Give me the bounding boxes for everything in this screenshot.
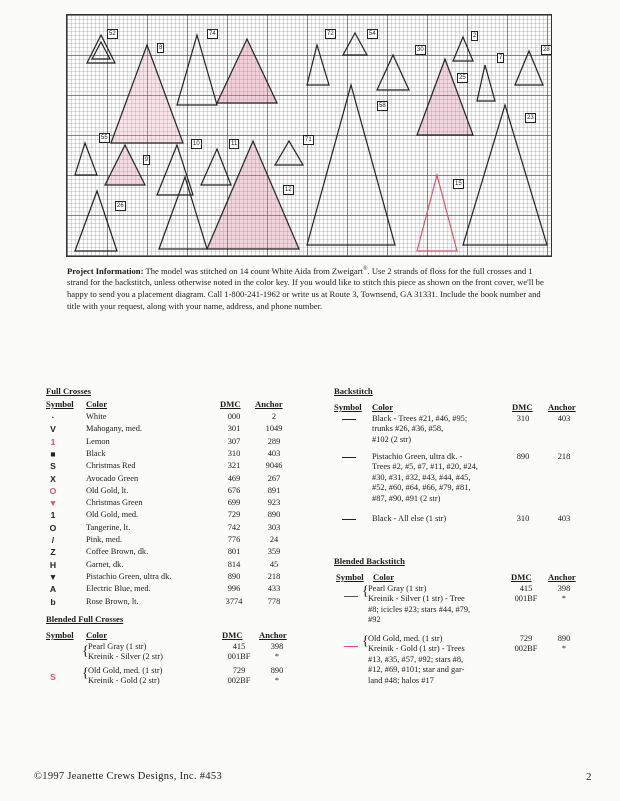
tree-25 [417, 59, 473, 135]
list-item: Pearl Gray (1 str) Kreinik - Silver (1 str) - Tree #8; icicles #23; stars #44, #79, #92 [368, 584, 471, 625]
backstitch-title: Backstitch [334, 386, 373, 396]
tree-30 [377, 55, 409, 90]
chart-label: 8 [159, 45, 163, 51]
anchor-value: 890 [267, 510, 281, 520]
registered-mark: ® [362, 266, 368, 272]
anchor-value: 891 [267, 485, 281, 495]
col-color: Color [86, 399, 108, 409]
tree-26 [75, 191, 117, 251]
full-crosses-title: Full Crosses [46, 386, 91, 396]
list-item: Black - All else (1 str) [372, 514, 447, 523]
col-dmc: DMC [220, 399, 241, 409]
symbol: V [50, 424, 56, 435]
dmc-value: 000 [227, 412, 241, 421]
dmc-value: 310 [516, 414, 530, 423]
color-name: White [86, 412, 107, 421]
chart-label: 58 [379, 103, 386, 109]
chart-label: 7 [499, 55, 503, 61]
tree-8 [111, 45, 183, 143]
chart-label: 10 [193, 141, 200, 147]
bracket: { [82, 666, 89, 681]
col-anchor: Anchor [259, 630, 287, 640]
page-number: 2 [586, 771, 592, 783]
symbol: S [50, 672, 56, 682]
anchor-value: 403 [557, 514, 571, 523]
tree-7 [477, 65, 495, 101]
color-name: Lemon [86, 436, 110, 446]
anchor-value: 1049 [265, 424, 283, 434]
list-item: Pistachio Green, ultra dk. - Trees #2, #5, #7, #11, #20, #24, #30, #31, #32, #43, #44, #45, #52, #60, #64, #66, #79, #81, #87, #90, #91 (2 str) [372, 452, 478, 503]
dmc-value: 310 [516, 514, 530, 523]
bracket: { [82, 644, 89, 659]
col-anchor: Anchor [255, 399, 283, 409]
bracket: { [362, 634, 369, 649]
dmc-value: 676 [227, 485, 241, 495]
copyright-footer: ©1997 Jeanette Crews Designs, Inc. #453 [34, 771, 222, 782]
dmc-value: 301 [227, 424, 241, 434]
bracket: { [362, 584, 369, 599]
dmc-value: 729 002BF [514, 634, 538, 654]
col-dmc: DMC [222, 630, 243, 640]
anchor-value: 267 [267, 473, 281, 483]
chart-label: 12 [285, 187, 292, 193]
tree-74 [177, 35, 217, 105]
tree-unlabeled [159, 177, 207, 249]
anchor-value: 9046 [265, 461, 283, 471]
col-symbol: Symbol [46, 630, 74, 640]
tree-28 [515, 51, 543, 85]
line-symbol [342, 419, 356, 420]
chart-label: 30 [417, 47, 424, 53]
chart-label: 71 [305, 137, 312, 143]
chart-label: 74 [209, 31, 216, 37]
tree-11 [201, 149, 231, 185]
color-name: Avocado Green [86, 473, 139, 483]
col-symbol: Symbol [46, 399, 74, 409]
symbol: ■ [50, 448, 56, 459]
dmc-value: 776 [227, 535, 241, 544]
color-name: Garnet, dk. [86, 559, 124, 569]
symbol: X [50, 473, 56, 484]
symbol: O [49, 522, 57, 533]
chart-label: 2 [473, 33, 477, 39]
line-symbol [344, 646, 358, 647]
anchor-value: 923 [267, 498, 281, 508]
tree-23 [463, 105, 547, 245]
tree-15 [417, 175, 457, 251]
tree-2 [453, 37, 473, 61]
anchor-value: 778 [267, 596, 281, 606]
anchor-value: 398 * [557, 584, 571, 604]
dmc-value: 699 [227, 498, 241, 508]
dmc-value: 415 001BF [227, 642, 251, 662]
tree-pink-large [217, 39, 277, 103]
color-name: Black [86, 448, 106, 458]
color-name: Rose Brown, lt. [86, 596, 139, 606]
info-text-2: . Use 2 strands of floss for the full crosses and 1 strand for the backstitch, unless otherwise noted in the color key. If you would like to stitch this piece as shown on the front cover, we'll be happy to send you a placement diagram. Call 1-800-241-1962 or write us at Route 3, Townsend, GA 31331. Include the book number and title with your request, along with your name, address, and phone number. [67, 265, 544, 311]
anchor-value: 45 [269, 559, 279, 569]
chart-label: 72 [327, 31, 334, 37]
chart-label: 15 [455, 181, 462, 187]
color-name: Christmas Red [86, 461, 136, 471]
chart-label: 11 [231, 141, 238, 147]
dmc-value: 310 [227, 448, 241, 458]
blended-backstitch-title: Blended Backstitch [334, 556, 405, 566]
anchor-value: 890 * [270, 666, 284, 686]
color-name: Mahogany, med. [86, 424, 142, 434]
col-anchor: Anchor [548, 402, 576, 412]
symbol: · [51, 412, 55, 422]
chart-label: 23 [527, 115, 534, 121]
anchor-value: 359 [267, 547, 281, 557]
anchor-value: 218 [557, 452, 571, 461]
tree-71 [275, 141, 303, 165]
dmc-value: 729 [227, 510, 241, 520]
symbol: A [49, 584, 57, 595]
dmc-value: 3774 [225, 596, 243, 606]
anchor-value: 433 [267, 584, 281, 594]
line-symbol [342, 519, 356, 520]
chart-label: 26 [117, 203, 124, 209]
dmc-value: 469 [227, 473, 241, 483]
list-item: Black - Trees #21, #46, #95; trunks #26, #36, #58, #102 (2 str) [372, 414, 468, 444]
dmc-value: 890 [516, 452, 530, 461]
tree-9 [105, 145, 145, 185]
tree-72 [307, 45, 329, 85]
chart-label: 55 [101, 135, 108, 141]
symbol: 1 [50, 436, 56, 447]
symbol: ▼ [48, 571, 58, 582]
color-name: Pistachio Green, ultra dk. [86, 571, 172, 581]
color-name: Coffee Brown, dk. [86, 547, 149, 557]
symbol: b [50, 596, 56, 607]
info-text-1: The model was stitched on 14 count White Aida from Zweigart [143, 265, 363, 276]
anchor-value: 890 * [557, 634, 571, 654]
dmc-value: 996 [227, 584, 241, 594]
color-name: Tangerine, lt. [86, 522, 131, 532]
dmc-value: 729 002BF [227, 666, 251, 686]
chart-label: 52 [109, 31, 116, 37]
symbol: 1 [50, 510, 56, 521]
dmc-value: 742 [227, 522, 241, 532]
chart-label: 28 [543, 47, 550, 53]
symbol: ▼ [48, 498, 58, 509]
chart-label: 54 [369, 31, 376, 37]
symbol: H [49, 559, 57, 570]
dmc-value: 415 001BF [514, 584, 538, 604]
col-dmc: DMC [511, 572, 532, 582]
symbol: S [50, 461, 56, 472]
anchor-value: 2 [271, 412, 277, 421]
symbol: Z [50, 547, 56, 558]
anchor-value: 218 [267, 571, 281, 581]
symbol: O [49, 485, 57, 496]
blended-full-title: Blended Full Crosses [46, 614, 124, 624]
dmc-value: 814 [227, 559, 241, 569]
tree-55 [75, 143, 97, 175]
line-symbol [342, 457, 356, 458]
anchor-value: 398 * [270, 642, 284, 662]
color-name: Pink, med. [86, 535, 123, 544]
cross-stitch-chart [66, 14, 552, 257]
chart-label: 25 [459, 75, 466, 81]
color-name: Old Gold, lt. [86, 485, 129, 495]
col-symbol: Symbol [336, 572, 364, 582]
anchor-value: 403 [557, 414, 571, 423]
symbol: / [51, 535, 55, 545]
color-name: Electric Blue, med. [86, 584, 151, 594]
color-name: Old Gold, med. [86, 510, 139, 520]
col-symbol: Symbol [334, 402, 362, 412]
list-item: Pearl Gray (1 str) Kreinik - Silver (2 str) [88, 642, 163, 662]
project-information [67, 264, 553, 312]
col-dmc: DMC [512, 402, 533, 412]
dmc-value: 307 [227, 436, 241, 446]
col-color: Color [373, 572, 395, 582]
anchor-value: 289 [267, 436, 281, 446]
anchor-value: 303 [267, 522, 281, 532]
dmc-value: 801 [227, 547, 241, 557]
col-anchor: Anchor [548, 572, 576, 582]
anchor-value: 403 [267, 448, 281, 458]
info-lead: Project Information: [67, 265, 144, 276]
line-symbol [344, 596, 358, 597]
list-item: Old Gold, med. (1 str) Kreinik - Gold (1 str) - Trees #13, #35, #57, #92; stars #8, #12, #69, #101; star and gar- land #48; halos #17 [368, 634, 465, 685]
color-name: Christmas Green [86, 498, 143, 508]
dmc-value: 321 [227, 461, 241, 471]
col-color: Color [372, 402, 394, 412]
col-color: Color [86, 630, 108, 640]
chart-label: 9 [145, 157, 149, 163]
tree-54 [343, 33, 367, 55]
dmc-value: 890 [227, 571, 241, 581]
anchor-value: 24 [269, 535, 279, 544]
list-item: Old Gold, med. (1 str) Kreinik - Gold (2 str) [88, 666, 163, 686]
